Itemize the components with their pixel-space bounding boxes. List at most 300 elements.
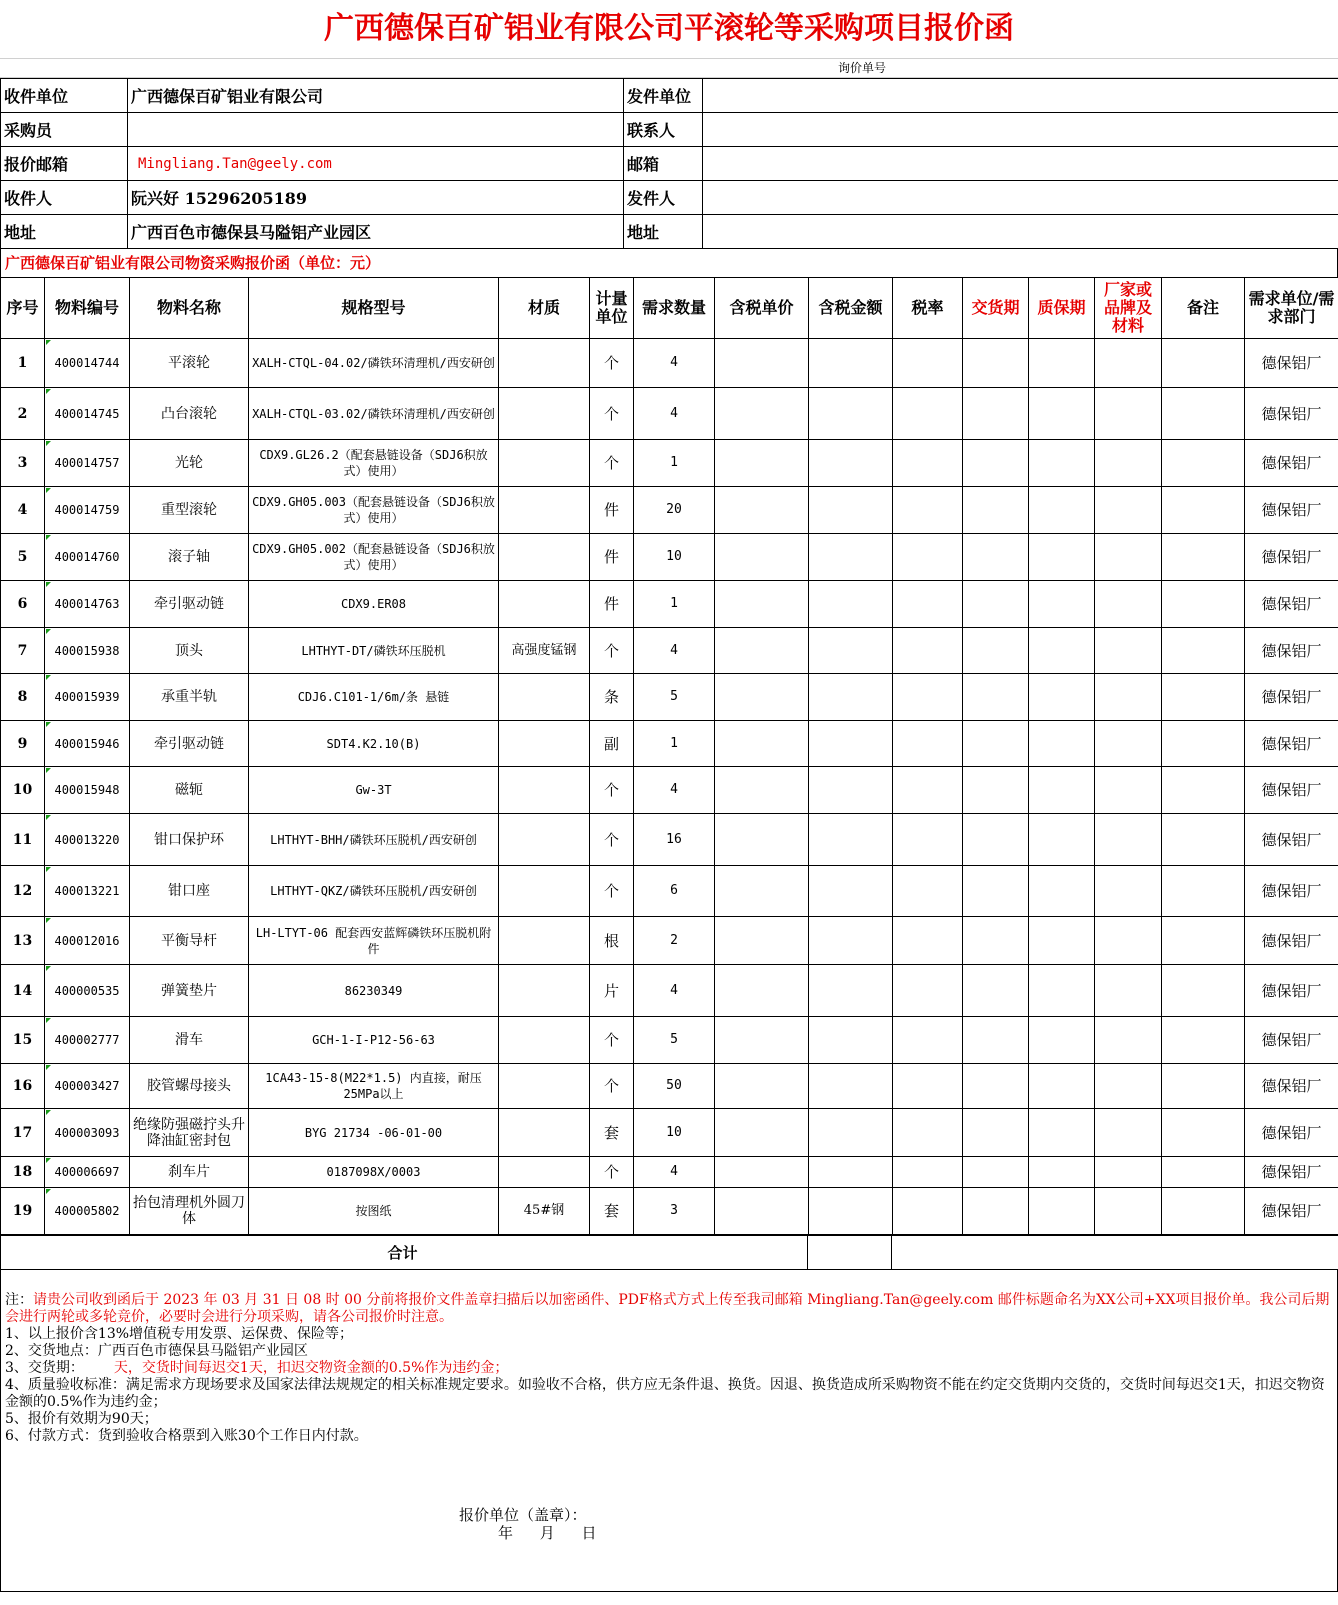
cell-dept: 德保铝厂 <box>1245 628 1338 674</box>
cell-marker-icon <box>46 1018 51 1023</box>
cell-delivery[interactable] <box>963 917 1029 965</box>
header-right-value[interactable] <box>703 215 1338 249</box>
cell-dept: 德保铝厂 <box>1245 1017 1338 1064</box>
header-left-value[interactable]: Mingliang.Tan@geely.com <box>128 147 624 181</box>
cell-brand[interactable] <box>1095 1064 1162 1109</box>
cell-material <box>499 814 590 866</box>
cell-amount[interactable] <box>809 767 893 814</box>
cell-remark[interactable] <box>1162 721 1245 767</box>
cell-remark[interactable] <box>1162 917 1245 965</box>
cell-unit-price[interactable] <box>715 866 809 917</box>
cell-spec: BYG 21734 -06-01-00 <box>249 1109 499 1157</box>
cell-unit: 个 <box>590 628 634 674</box>
cell-tax-rate[interactable] <box>893 487 963 534</box>
cell-unit: 套 <box>590 1109 634 1157</box>
cell-name: 平滚轮 <box>130 339 249 388</box>
cell-brand[interactable] <box>1095 1157 1162 1188</box>
cell-brand[interactable] <box>1095 721 1162 767</box>
cell-warranty[interactable] <box>1029 388 1095 440</box>
cell-unit: 个 <box>590 339 634 388</box>
cell-code <box>45 440 130 487</box>
cell-code-text: 400015948 <box>54 783 120 797</box>
cell-material <box>499 721 590 767</box>
cell-material <box>499 440 590 487</box>
cell-brand[interactable] <box>1095 339 1162 388</box>
header-right-value[interactable] <box>703 181 1338 215</box>
table-row <box>1 1017 1338 1064</box>
cell-seq: 12 <box>1 866 45 917</box>
cell-brand[interactable] <box>1095 440 1162 487</box>
cell-tax-rate[interactable] <box>893 339 963 388</box>
cell-unit-price[interactable] <box>715 534 809 581</box>
cell-warranty[interactable] <box>1029 440 1095 487</box>
cell-seq: 10 <box>1 767 45 814</box>
cell-remark[interactable] <box>1162 534 1245 581</box>
cell-seq: 1 <box>1 339 45 388</box>
cell-tax-rate[interactable] <box>893 767 963 814</box>
cell-name: 磁轭 <box>130 767 249 814</box>
cell-remark[interactable] <box>1162 628 1245 674</box>
table-row <box>1 440 1338 487</box>
cell-warranty[interactable] <box>1029 866 1095 917</box>
header-row <box>1 147 1338 181</box>
cell-unit: 个 <box>590 1064 634 1109</box>
cell-warranty[interactable] <box>1029 674 1095 721</box>
cell-warranty[interactable] <box>1029 487 1095 534</box>
cell-brand[interactable] <box>1095 628 1162 674</box>
cell-spec: 1CA43-15-8(M22*1.5) 内直接，耐压25MPa以上 <box>249 1064 499 1109</box>
header-left-label: 采购员 <box>1 113 128 147</box>
cell-unit: 件 <box>590 534 634 581</box>
cell-remark[interactable] <box>1162 388 1245 440</box>
cell-delivery[interactable] <box>963 440 1029 487</box>
cell-amount[interactable] <box>809 721 893 767</box>
table-row <box>1 1157 1338 1188</box>
cell-remark[interactable] <box>1162 440 1245 487</box>
cell-warranty[interactable] <box>1029 1109 1095 1157</box>
cell-delivery[interactable] <box>963 628 1029 674</box>
cell-qty: 1 <box>634 440 715 487</box>
table-row <box>1 487 1338 534</box>
cell-code <box>45 1157 130 1188</box>
cell-amount[interactable] <box>809 534 893 581</box>
cell-spec: 按图纸 <box>249 1188 499 1235</box>
table-row <box>1 628 1338 674</box>
date-label: 年 月 日 <box>498 1524 597 1542</box>
cell-seq: 2 <box>1 388 45 440</box>
cell-unit-price[interactable] <box>715 767 809 814</box>
cell-tax-rate[interactable] <box>893 388 963 440</box>
cell-dept: 德保铝厂 <box>1245 1064 1338 1109</box>
cell-unit-price[interactable] <box>715 965 809 1017</box>
cell-delivery[interactable] <box>963 487 1029 534</box>
cell-delivery[interactable] <box>963 534 1029 581</box>
cell-dept: 德保铝厂 <box>1245 1157 1338 1188</box>
cell-qty: 5 <box>634 1017 715 1064</box>
cell-amount[interactable] <box>809 866 893 917</box>
cell-qty: 4 <box>634 628 715 674</box>
cell-amount[interactable] <box>809 440 893 487</box>
cell-amount[interactable] <box>809 814 893 866</box>
table-row <box>1 339 1338 388</box>
cell-warranty[interactable] <box>1029 917 1095 965</box>
cell-amount[interactable] <box>809 339 893 388</box>
cell-code <box>45 388 130 440</box>
cell-tax-rate[interactable] <box>893 674 963 721</box>
cell-material <box>499 1017 590 1064</box>
cell-code <box>45 674 130 721</box>
cell-code-text: 400006697 <box>54 1165 120 1179</box>
table-row <box>1 1064 1338 1109</box>
cell-code-text: 400014763 <box>54 597 120 611</box>
cell-delivery[interactable] <box>963 1188 1029 1235</box>
column-header: 税率 <box>893 278 963 339</box>
cell-qty: 10 <box>634 534 715 581</box>
cell-remark[interactable] <box>1162 814 1245 866</box>
cell-warranty[interactable] <box>1029 1017 1095 1064</box>
cell-unit-price[interactable] <box>715 814 809 866</box>
cell-material <box>499 917 590 965</box>
cell-brand[interactable] <box>1095 965 1162 1017</box>
cell-tax-rate[interactable] <box>893 534 963 581</box>
cell-delivery[interactable] <box>963 1064 1029 1109</box>
cell-unit-price[interactable] <box>715 440 809 487</box>
table-row <box>1 1188 1338 1235</box>
cell-delivery[interactable] <box>963 581 1029 628</box>
cell-amount[interactable] <box>809 1188 893 1235</box>
cell-delivery[interactable] <box>963 339 1029 388</box>
cell-dept: 德保铝厂 <box>1245 388 1338 440</box>
cell-name: 承重半轨 <box>130 674 249 721</box>
cell-dept: 德保铝厂 <box>1245 814 1338 866</box>
cell-name: 弹簧垫片 <box>130 965 249 1017</box>
total-label: 合计 <box>1 1236 808 1270</box>
cell-material: 高强度锰钢 <box>499 628 590 674</box>
cell-code-text: 400002777 <box>54 1033 120 1047</box>
cell-remark[interactable] <box>1162 1157 1245 1188</box>
table-row <box>1 674 1338 721</box>
cell-spec: Gw-3T <box>249 767 499 814</box>
cell-warranty[interactable] <box>1029 965 1095 1017</box>
cell-remark[interactable] <box>1162 1109 1245 1157</box>
price-banner: 广西德保百矿铝业有限公司物资采购报价函（单位：元） <box>0 249 1338 277</box>
cell-code-text: 400014760 <box>54 550 120 564</box>
cell-material <box>499 965 590 1017</box>
cell-code-text: 400005802 <box>54 1204 120 1218</box>
cell-code-text: 400013221 <box>54 884 120 898</box>
cell-name: 重型滚轮 <box>130 487 249 534</box>
cell-qty: 1 <box>634 581 715 628</box>
cell-tax-rate[interactable] <box>893 581 963 628</box>
table-row <box>1 1109 1338 1157</box>
cell-tax-rate[interactable] <box>893 866 963 917</box>
cell-tax-rate[interactable] <box>893 917 963 965</box>
note-line-2: 2、交货地点：广西百色市德保县马隘铝产业园区 <box>5 1343 308 1359</box>
cell-material <box>499 1157 590 1188</box>
table-row <box>1 965 1338 1017</box>
cell-amount[interactable] <box>809 581 893 628</box>
cell-qty: 2 <box>634 917 715 965</box>
cell-spec: 0187098X/0003 <box>249 1157 499 1188</box>
cell-seq: 16 <box>1 1064 45 1109</box>
cell-marker-icon <box>46 629 51 634</box>
cell-delivery[interactable] <box>963 965 1029 1017</box>
table-row <box>1 388 1338 440</box>
cell-material <box>499 339 590 388</box>
header-right-value[interactable] <box>703 79 1338 113</box>
cell-spec: LHTHYT-DT/磷铁环压脱机 <box>249 628 499 674</box>
cell-code <box>45 581 130 628</box>
cell-remark[interactable] <box>1162 674 1245 721</box>
cell-code <box>45 767 130 814</box>
inquiry-row <box>0 59 1338 78</box>
cell-unit-price[interactable] <box>715 628 809 674</box>
cell-brand[interactable] <box>1095 1017 1162 1064</box>
cell-marker-icon <box>46 867 51 872</box>
page-title: 广西德保百矿铝业有限公司平滚轮等采购项目报价函 <box>0 0 1338 59</box>
cell-code <box>45 866 130 917</box>
cell-tax-rate[interactable] <box>893 1064 963 1109</box>
cell-amount[interactable] <box>809 965 893 1017</box>
cell-spec: LH-LTYT-06 配套西安蓝辉磷铁环压脱机附件 <box>249 917 499 965</box>
cell-marker-icon <box>46 1110 51 1115</box>
inquiry-no-label: 询价单号 <box>838 61 887 75</box>
cell-qty: 50 <box>634 1064 715 1109</box>
note-line-3-prefix: 3、交货期： <box>5 1360 84 1376</box>
header-row <box>1 79 1338 113</box>
cell-tax-rate[interactable] <box>893 440 963 487</box>
cell-warranty[interactable] <box>1029 534 1095 581</box>
header-right-value[interactable] <box>703 113 1338 147</box>
cell-seq: 18 <box>1 1157 45 1188</box>
header-left-value[interactable]: 广西百色市德保县马隘铝产业园区 <box>128 215 624 249</box>
cell-unit-price[interactable] <box>715 1017 809 1064</box>
cell-code <box>45 721 130 767</box>
column-header: 需求数量 <box>634 278 715 339</box>
header-right-value[interactable] <box>703 147 1338 181</box>
cell-amount[interactable] <box>809 1017 893 1064</box>
note-line-4: 4、质量验收标准：满足需求方现场要求及国家法律法规规定的相关标准规定要求。如验收不合格，供方应无条件退、换货。因退、换货造成所采购物资不能在约定交货期内交货的，交货时间每迟交1天，扣迟交物资金额的0.5%作为违约金； <box>5 1377 1325 1410</box>
cell-qty: 4 <box>634 965 715 1017</box>
cell-amount[interactable] <box>809 628 893 674</box>
header-left-label: 地址 <box>1 215 128 249</box>
cell-unit: 片 <box>590 965 634 1017</box>
column-header: 物料编号 <box>45 278 130 339</box>
cell-spec: CDX9.ER08 <box>249 581 499 628</box>
cell-tax-rate[interactable] <box>893 628 963 674</box>
cell-delivery[interactable] <box>963 866 1029 917</box>
column-header: 含税单价 <box>715 278 809 339</box>
cell-brand[interactable] <box>1095 674 1162 721</box>
cell-delivery[interactable] <box>963 674 1029 721</box>
cell-amount[interactable] <box>809 487 893 534</box>
cell-tax-rate[interactable] <box>893 1188 963 1235</box>
cell-name: 牵引驱动链 <box>130 721 249 767</box>
cell-marker-icon <box>46 441 51 446</box>
cell-unit: 副 <box>590 721 634 767</box>
header-left-label: 收件人 <box>1 181 128 215</box>
cell-seq: 6 <box>1 581 45 628</box>
cell-warranty[interactable] <box>1029 814 1095 866</box>
cell-unit-price[interactable] <box>715 1064 809 1109</box>
header-left-value[interactable]: 广西德保百矿铝业有限公司 <box>128 79 624 113</box>
cell-tax-rate[interactable] <box>893 721 963 767</box>
cell-unit-price[interactable] <box>715 339 809 388</box>
cell-marker-icon <box>46 675 51 680</box>
cell-remark[interactable] <box>1162 1188 1245 1235</box>
header-right-label: 邮箱 <box>624 147 703 181</box>
cell-brand[interactable] <box>1095 1188 1162 1235</box>
cell-seq: 14 <box>1 965 45 1017</box>
cell-unit-price[interactable] <box>715 388 809 440</box>
notes-intro <box>5 1292 1333 1326</box>
cell-brand[interactable] <box>1095 534 1162 581</box>
cell-delivery[interactable] <box>963 1017 1029 1064</box>
cell-warranty[interactable] <box>1029 1064 1095 1109</box>
items-table <box>0 277 1338 1235</box>
cell-marker-icon <box>46 582 51 587</box>
cell-dept: 德保铝厂 <box>1245 866 1338 917</box>
cell-tax-rate[interactable] <box>893 965 963 1017</box>
cell-brand[interactable] <box>1095 487 1162 534</box>
cell-remark[interactable] <box>1162 1064 1245 1109</box>
column-header: 备注 <box>1162 278 1245 339</box>
cell-unit-price[interactable] <box>715 487 809 534</box>
cell-brand[interactable] <box>1095 814 1162 866</box>
cell-warranty[interactable] <box>1029 581 1095 628</box>
cell-unit: 个 <box>590 1017 634 1064</box>
cell-name: 抬包清理机外圆刀体 <box>130 1188 249 1235</box>
header-right-label: 发件人 <box>624 181 703 215</box>
cell-warranty[interactable] <box>1029 628 1095 674</box>
cell-unit: 个 <box>590 388 634 440</box>
cell-warranty[interactable] <box>1029 721 1095 767</box>
cell-warranty[interactable] <box>1029 1157 1095 1188</box>
cell-unit-price[interactable] <box>715 1188 809 1235</box>
cell-remark[interactable] <box>1162 767 1245 814</box>
cell-remark[interactable] <box>1162 487 1245 534</box>
cell-delivery[interactable] <box>963 388 1029 440</box>
cell-spec: LHTHYT-BHH/磷铁环压脱机/西安研创 <box>249 814 499 866</box>
cell-brand[interactable] <box>1095 388 1162 440</box>
cell-remark[interactable] <box>1162 1017 1245 1064</box>
cell-material <box>499 534 590 581</box>
cell-tax-rate[interactable] <box>893 814 963 866</box>
cell-tax-rate[interactable] <box>893 1157 963 1188</box>
cell-marker-icon <box>46 1065 51 1070</box>
cell-unit: 条 <box>590 674 634 721</box>
cell-unit-price[interactable] <box>715 1109 809 1157</box>
cell-name: 滚子轴 <box>130 534 249 581</box>
cell-warranty[interactable] <box>1029 767 1095 814</box>
cell-seq: 13 <box>1 917 45 965</box>
cell-name: 牵引驱动链 <box>130 581 249 628</box>
cell-dept: 德保铝厂 <box>1245 339 1338 388</box>
header-left-value[interactable]: 阮兴好 15296205189 <box>128 181 624 215</box>
cell-warranty[interactable] <box>1029 1188 1095 1235</box>
cell-marker-icon <box>46 722 51 727</box>
column-header: 厂家或品牌及材料 <box>1095 278 1162 339</box>
cell-amount[interactable] <box>809 388 893 440</box>
cell-unit-price[interactable] <box>715 917 809 965</box>
note-line-5: 5、报价有效期为90天； <box>5 1411 158 1427</box>
cell-unit-price[interactable] <box>715 1157 809 1188</box>
cell-delivery[interactable] <box>963 1109 1029 1157</box>
cell-unit-price[interactable] <box>715 721 809 767</box>
cell-seq: 17 <box>1 1109 45 1157</box>
cell-tax-rate[interactable] <box>893 1109 963 1157</box>
cell-amount[interactable] <box>809 917 893 965</box>
header-right-label: 联系人 <box>624 113 703 147</box>
cell-material <box>499 674 590 721</box>
cell-brand[interactable] <box>1095 767 1162 814</box>
column-header: 规格型号 <box>249 278 499 339</box>
cell-unit: 件 <box>590 581 634 628</box>
cell-delivery[interactable] <box>963 814 1029 866</box>
cell-remark[interactable] <box>1162 965 1245 1017</box>
total-amount-cell[interactable] <box>808 1236 892 1270</box>
cell-code-text: 400000535 <box>54 983 120 998</box>
cell-qty: 1 <box>634 721 715 767</box>
cell-name: 凸台滚轮 <box>130 388 249 440</box>
cell-brand[interactable] <box>1095 581 1162 628</box>
column-header: 物料名称 <box>130 278 249 339</box>
cell-spec: CDJ6.C101-1/6m/条 悬链 <box>249 674 499 721</box>
cell-seq: 4 <box>1 487 45 534</box>
column-header: 材质 <box>499 278 590 339</box>
cell-amount[interactable] <box>809 674 893 721</box>
cell-amount[interactable] <box>809 1109 893 1157</box>
table-row <box>1 721 1338 767</box>
cell-delivery[interactable] <box>963 767 1029 814</box>
cell-material: 45#钢 <box>499 1188 590 1235</box>
cell-amount[interactable] <box>809 1157 893 1188</box>
header-right-label: 发件单位 <box>624 79 703 113</box>
header-row <box>1 181 1338 215</box>
cell-unit-price[interactable] <box>715 674 809 721</box>
header-left-value[interactable] <box>128 113 624 147</box>
cell-code-text: 400015946 <box>54 736 120 751</box>
cell-remark[interactable] <box>1162 581 1245 628</box>
cell-tax-rate[interactable] <box>893 1017 963 1064</box>
cell-code <box>45 1109 130 1157</box>
table-row <box>1 917 1338 965</box>
cell-code-text: 400003427 <box>54 1079 120 1093</box>
cell-brand[interactable] <box>1095 866 1162 917</box>
cell-name: 顶头 <box>130 628 249 674</box>
cell-brand[interactable] <box>1095 917 1162 965</box>
cell-delivery[interactable] <box>963 721 1029 767</box>
table-row <box>1 814 1338 866</box>
cell-qty: 4 <box>634 767 715 814</box>
cell-code-text: 400012016 <box>54 933 120 948</box>
cell-remark[interactable] <box>1162 866 1245 917</box>
cell-warranty[interactable] <box>1029 339 1095 388</box>
cell-brand[interactable] <box>1095 1109 1162 1157</box>
cell-code-text: 400003093 <box>54 1125 120 1140</box>
cell-remark[interactable] <box>1162 339 1245 388</box>
cell-unit-price[interactable] <box>715 581 809 628</box>
cell-dept: 德保铝厂 <box>1245 965 1338 1017</box>
cell-amount[interactable] <box>809 1064 893 1109</box>
cell-delivery[interactable] <box>963 1157 1029 1188</box>
cell-seq: 15 <box>1 1017 45 1064</box>
cell-marker-icon <box>46 389 51 394</box>
cell-qty: 10 <box>634 1109 715 1157</box>
column-header: 计量单位 <box>590 278 634 339</box>
cell-qty: 4 <box>634 388 715 440</box>
column-header: 交货期 <box>963 278 1029 339</box>
